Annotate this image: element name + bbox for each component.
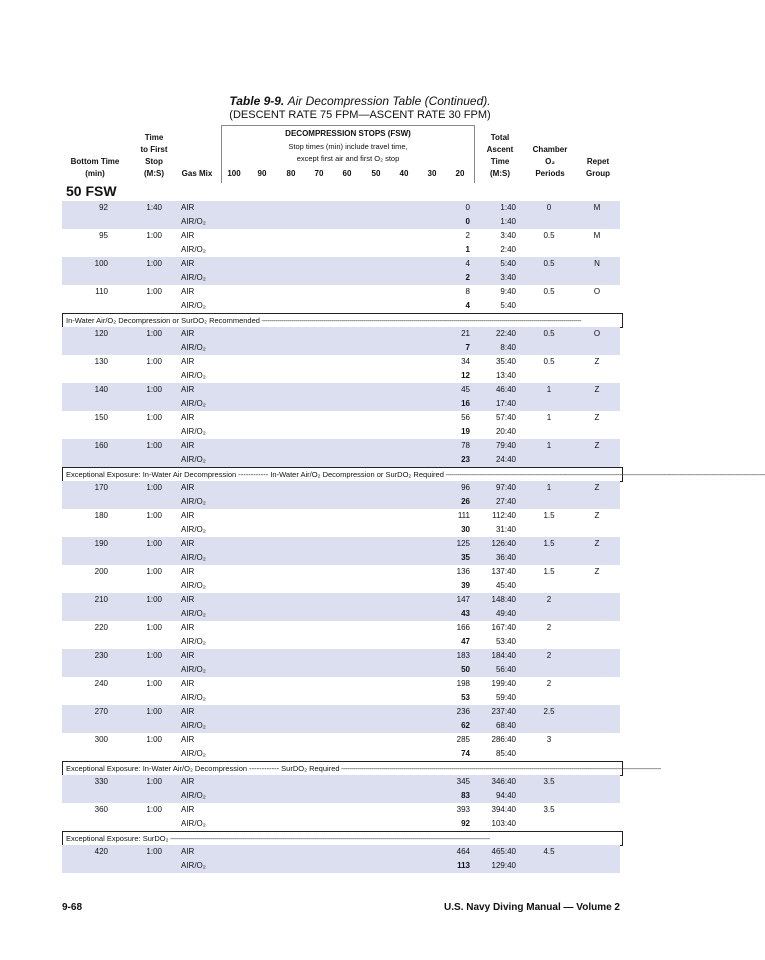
table-row [62,201,620,215]
total-ascent-cell: 35:40 [495,357,516,366]
gas-mix-cell: AIR/O₂ [181,553,206,562]
table-row [62,775,620,789]
banner-text: In-Water Air/O₂ Decompression or SurDO₂ Recommended [66,316,260,325]
stop-20-cell: 19 [461,427,470,436]
gas-mix-cell: AIR/O₂ [181,455,206,464]
time-first-stop-cell: 1:00 [146,413,162,422]
table-row [62,677,620,691]
table-row [62,229,620,243]
chamber-periods-cell: 1.5 [543,539,555,548]
depth-30: 30 [427,169,437,178]
chamber-periods-cell: 1.5 [543,511,555,520]
stop-20-cell: 35 [461,553,470,562]
total-ascent-cell: 53:40 [495,637,516,646]
depth-90: 90 [257,169,267,178]
repet-group-cell: M [593,231,601,240]
stop-20-cell: 50 [461,665,470,674]
total-ascent-cell: 2:40 [500,245,516,254]
banner-text: Exceptional Exposure: In-Water Air Decompression ------------ In-Water Air/O₂ Decompression or SurDO₂ Required [66,470,444,479]
table-row [62,803,620,817]
gas-mix-cell: AIR [181,567,195,576]
total-ascent-cell: 129:40 [491,861,516,870]
repet-group-cell: Z [594,539,600,548]
time-first-stop-cell: 1:00 [146,679,162,688]
total-ascent-cell: 167:40 [491,623,516,632]
stop-20-cell: 56 [461,413,470,422]
gas-mix-cell: AIR/O₂ [181,693,206,702]
table-row [62,705,620,719]
banner-dashes: ---------------------------------------------------------------------------------------------------------------------------------------------------------------- [339,764,661,773]
stop-20-cell: 26 [461,497,470,506]
depth-20: 20 [455,169,465,178]
chamber-periods-cell: 2 [546,679,552,688]
table-row [62,859,620,873]
chamber-periods-cell: 0.5 [543,231,555,240]
total-ascent-cell: 3:40 [500,231,516,240]
table-row [62,243,620,257]
table-row [62,789,620,803]
stop-20-cell: 30 [461,525,470,534]
bottom-time-cell: 360 [94,805,108,814]
gas-mix-cell: AIR/O₂ [181,343,206,352]
repet-group-cell: M [593,203,601,212]
repet-group-cell: Z [594,413,600,422]
time-first-stop-cell: 1:00 [146,539,162,548]
chamber-periods-cell: 1 [546,441,552,450]
time-first-stop-cell: 1:00 [146,567,162,576]
table-row [62,817,620,831]
table-row [62,383,620,397]
gas-mix-cell: AIR [181,287,195,296]
gas-mix-cell: AIR [181,679,195,688]
gas-mix-cell: AIR [181,805,195,814]
total-ascent-cell: 394:40 [491,805,516,814]
table-row [62,579,620,593]
gas-mix-cell: AIR [181,595,195,604]
table-row [62,397,620,411]
table-label: Table 9-9. [229,94,285,108]
bottom-time-cell: 110 [95,287,108,296]
table-row [62,439,620,453]
table-row [62,327,620,341]
total-ascent-cell: 137:40 [491,567,516,576]
depth-80: 80 [286,169,296,178]
stop-20-cell: 136 [456,567,470,576]
table-row [62,523,620,537]
banner-dashes: ---------------------------------------------------------------------------------------------------------------------------------------------------------------- [259,316,582,325]
stop-20-cell: 39 [461,581,470,590]
total-ascent-cell: 27:40 [495,497,516,506]
stop-20-cell: 4 [465,301,470,310]
gas-mix-cell: AIR/O₂ [181,749,206,758]
repet-group-cell: Z [594,357,600,366]
table-row [62,355,620,369]
total-ascent-cell: 46:40 [495,385,516,394]
stop-20-cell: 34 [461,357,470,366]
gas-mix-cell: AIR [181,357,195,366]
total-ascent-cell: 24:40 [495,455,516,464]
gas-mix-cell: AIR [181,231,195,240]
repet-group-cell: Z [594,385,600,394]
repet-group-cell: Z [594,567,600,576]
time-first-stop-cell: 1:00 [146,623,162,632]
stop-20-cell: 113 [457,861,470,870]
stop-20-cell: 183 [456,651,470,660]
time-first-stop-cell: 1:00 [146,329,162,338]
total-ascent-cell: 3:40 [500,273,516,282]
table-row [62,663,620,677]
total-ascent-cell: 13:40 [495,371,516,380]
total-ascent-cell: 59:40 [495,693,516,702]
header-repet: Repet Group [586,157,610,178]
table-row [62,341,620,355]
stop-20-cell: 1 [465,245,470,254]
table-row [62,425,620,439]
total-ascent-cell: 49:40 [495,609,516,618]
stop-20-cell: 0 [465,203,470,212]
gas-mix-cell: AIR/O₂ [181,497,206,506]
table-row [62,453,620,467]
total-ascent-cell: 20:40 [495,427,516,436]
time-first-stop-cell: 1:00 [146,483,162,492]
gas-mix-cell: AIR [181,259,195,268]
chamber-periods-cell: 0.5 [543,287,555,296]
gas-mix-cell: AIR [181,329,195,338]
stop-20-cell: 4 [465,259,470,268]
total-ascent-cell: 56:40 [495,665,516,674]
total-ascent-cell: 17:40 [495,399,516,408]
table-row [62,607,620,621]
chamber-periods-cell: 1 [546,483,552,492]
table-title [0,94,720,108]
footer-manual-title: U.S. Navy Diving Manual — Volume 2 [444,902,620,913]
total-ascent-cell: 97:40 [495,483,516,492]
section-heading: 50 FSW [66,183,117,199]
total-ascent-cell: 57:40 [495,413,516,422]
bottom-time-cell: 190 [94,539,108,548]
depth-60: 60 [342,169,352,178]
depth-50: 50 [371,169,381,178]
stops-note: Stop times (min) include travel time, except first air and first O₂ stop [288,142,408,163]
total-ascent-cell: 103:40 [491,819,516,828]
time-first-stop-cell: 1:00 [146,847,162,856]
gas-mix-cell: AIR [181,203,195,212]
bottom-time-cell: 92 [99,203,108,212]
chamber-periods-cell: 3.5 [543,777,555,786]
chamber-periods-cell: 3.5 [543,805,555,814]
gas-mix-cell: AIR [181,511,195,520]
repet-group-cell: Z [594,441,600,450]
gas-mix-cell: AIR [181,847,195,856]
stop-20-cell: 43 [461,609,470,618]
gas-mix-cell: AIR/O₂ [181,217,206,226]
table-row [62,369,620,383]
table-title-text: Air Decompression Table (Continued). [287,94,491,108]
stop-20-cell: 7 [465,343,470,352]
chamber-periods-cell: 0.5 [543,259,555,268]
stop-20-cell: 2 [465,231,470,240]
table-row [62,411,620,425]
bottom-time-cell: 300 [94,735,108,744]
stop-20-cell: 83 [461,791,470,800]
total-ascent-cell: 9:40 [500,287,516,296]
bottom-time-cell: 240 [94,679,108,688]
table-row [62,845,620,859]
bottom-time-cell: 420 [94,847,108,856]
total-ascent-cell: 94:40 [495,791,516,800]
stop-20-cell: 111 [457,511,470,520]
table-row [62,495,620,509]
table-row [62,509,620,523]
total-ascent-cell: 286:40 [491,735,516,744]
total-ascent-cell: 5:40 [500,301,516,310]
table-row [62,733,620,747]
gas-mix-cell: AIR/O₂ [181,371,206,380]
chamber-periods-cell: 0 [546,203,552,212]
time-first-stop-cell: 1:00 [146,805,162,814]
total-ascent-cell: 465:40 [491,847,516,856]
gas-mix-cell: AIR/O₂ [181,861,206,870]
gas-mix-cell: AIR/O₂ [181,791,206,800]
gas-mix-cell: AIR/O₂ [181,819,206,828]
time-first-stop-cell: 1:00 [146,259,162,268]
time-first-stop-cell: 1:00 [146,511,162,520]
gas-mix-cell: AIR [181,483,195,492]
stop-20-cell: 62 [461,721,470,730]
time-first-stop-cell: 1:00 [146,231,162,240]
table-row [62,299,620,313]
bottom-time-cell: 150 [94,413,108,422]
total-ascent-cell: 112:40 [492,511,516,520]
gas-mix-cell: AIR/O₂ [181,721,206,730]
chamber-periods-cell: 3 [546,735,552,744]
gas-mix-cell: AIR/O₂ [181,427,206,436]
total-ascent-cell: 1:40 [500,203,516,212]
total-ascent-cell: 45:40 [495,581,516,590]
chamber-periods-cell: 0.5 [543,329,555,338]
table-row [62,691,620,705]
table-row [62,537,620,551]
stop-20-cell: 12 [461,371,470,380]
exposure-banner [62,761,661,776]
gas-mix-cell: AIR [181,735,195,744]
stop-20-cell: 464 [456,847,470,856]
depth-70: 70 [314,169,324,178]
header-total-ascent: Total Ascent Time (M:S) [486,133,514,178]
total-ascent-cell: 1:40 [500,217,516,226]
gas-mix-cell: AIR [181,441,195,450]
gas-mix-cell: AIR/O₂ [181,609,206,618]
time-first-stop-cell: 1:00 [146,707,162,716]
stop-20-cell: 236 [456,707,470,716]
chamber-periods-cell: 1 [546,413,552,422]
table-row [62,565,620,579]
time-first-stop-cell: 1:00 [146,287,162,296]
header-bottom-time: Bottom Time (min) [70,157,120,178]
gas-mix-cell: AIR [181,539,195,548]
gas-mix-cell: AIR/O₂ [181,399,206,408]
gas-mix-cell: AIR/O₂ [181,245,206,254]
chamber-periods-cell: 2 [546,623,552,632]
stop-20-cell: 198 [456,679,470,688]
footer-page-number: 9-68 [62,902,83,913]
stop-20-cell: 45 [461,385,470,394]
total-ascent-cell: 8:40 [500,343,516,352]
time-first-stop-cell: 1:00 [146,441,162,450]
stop-20-cell: 2 [465,273,470,282]
table-row [62,621,620,635]
banner-dashes: ---------------------------------------------------------------------------------------------------------------------------------------------------------------- [168,834,490,843]
bottom-time-cell: 270 [94,707,108,716]
time-first-stop-cell: 1:00 [146,595,162,604]
gas-mix-cell: AIR/O₂ [181,301,206,310]
time-first-stop-cell: 1:40 [146,203,162,212]
stop-20-cell: 47 [461,637,470,646]
total-ascent-cell: 5:40 [500,259,516,268]
chamber-periods-cell: 2 [546,651,552,660]
time-first-stop-cell: 1:00 [146,385,162,394]
total-ascent-cell: 79:40 [495,441,516,450]
stop-20-cell: 393 [456,805,470,814]
table-row [62,285,620,299]
time-first-stop-cell: 1:00 [146,357,162,366]
exposure-banner [62,467,765,482]
time-first-stop-cell: 1:00 [146,777,162,786]
time-first-stop-cell: 1:00 [146,651,162,660]
gas-mix-cell: AIR [181,707,195,716]
total-ascent-cell: 237:40 [491,707,516,716]
exposure-banner [62,313,623,328]
stop-20-cell: 92 [461,819,470,828]
time-first-stop-cell: 1:00 [146,735,162,744]
table-row [62,481,620,495]
banner-text: Exceptional Exposure: In-Water Air/O₂ Decompression ------------ SurDO₂ Required [66,764,340,773]
bottom-time-cell: 330 [94,777,108,786]
bottom-time-cell: 170 [94,483,108,492]
table-row [62,635,620,649]
stop-20-cell: 16 [461,399,470,408]
banner-text: Exceptional Exposure: SurDO₂ [66,834,169,843]
total-ascent-cell: 68:40 [495,721,516,730]
total-ascent-cell: 126:40 [491,539,516,548]
chamber-periods-cell: 1 [546,385,552,394]
chamber-periods-cell: 4.5 [543,847,555,856]
total-ascent-cell: 31:40 [495,525,516,534]
stop-20-cell: 23 [461,455,470,464]
table-row [62,215,620,229]
chamber-periods-cell: 1.5 [543,567,555,576]
repet-group-cell: O [593,329,601,338]
bottom-time-cell: 100 [94,259,108,268]
bottom-time-cell: 210 [94,595,108,604]
repet-group-cell: Z [594,483,600,492]
gas-mix-cell: AIR [181,623,195,632]
stop-20-cell: 0 [465,217,470,226]
chamber-periods-cell: 2.5 [543,707,555,716]
chamber-periods-cell: 2 [546,595,552,604]
table-row [62,747,620,761]
total-ascent-cell: 184:40 [491,651,516,660]
gas-mix-cell: AIR [181,651,195,660]
bottom-time-cell: 95 [99,231,108,240]
stop-20-cell: 21 [461,329,470,338]
total-ascent-cell: 36:40 [495,553,516,562]
exposure-banner [62,831,623,846]
total-ascent-cell: 199:40 [491,679,516,688]
banner-dashes: ---------------------------------------------------------------------------------------------------------------------------------------------------------------- [443,470,765,479]
table-row [62,719,620,733]
stop-20-cell: 53 [461,693,470,702]
table-row [62,649,620,663]
total-ascent-cell: 346:40 [491,777,516,786]
stops-title: DECOMPRESSION STOPS (FSW) [285,129,411,138]
header-chamber: Chamber O₂ Periods [532,145,568,178]
gas-mix-cell: AIR/O₂ [181,581,206,590]
repet-group-cell: Z [594,511,600,520]
bottom-time-cell: 230 [94,651,108,660]
bottom-time-cell: 130 [94,357,108,366]
chamber-periods-cell: 0.5 [543,357,555,366]
depth-100: 100 [227,169,241,178]
gas-mix-cell: AIR [181,385,195,394]
total-ascent-cell: 85:40 [495,749,516,758]
gas-mix-cell: AIR [181,413,195,422]
gas-mix-cell: AIR [181,777,195,786]
bottom-time-cell: 160 [94,441,108,450]
total-ascent-cell: 148:40 [491,595,516,604]
stop-20-cell: 8 [465,287,470,296]
table-row [62,271,620,285]
stop-20-cell: 166 [456,623,470,632]
table-row [62,551,620,565]
stop-20-cell: 74 [461,749,470,758]
bottom-time-cell: 180 [94,511,108,520]
stop-20-cell: 96 [461,483,470,492]
table-row [62,593,620,607]
bottom-time-cell: 200 [94,567,108,576]
table-row [62,257,620,271]
stop-20-cell: 125 [456,539,470,548]
depth-40: 40 [399,169,409,178]
bottom-time-cell: 120 [94,329,108,338]
gas-mix-cell: AIR/O₂ [181,525,206,534]
gas-mix-cell: AIR/O₂ [181,273,206,282]
stop-20-cell: 78 [461,441,470,450]
repet-group-cell: N [594,259,600,268]
stop-20-cell: 147 [456,595,470,604]
stop-20-cell: 345 [456,777,470,786]
header-gas-mix: Gas Mix [181,169,213,178]
repet-group-cell: O [593,287,601,296]
table-subtitle: (DESCENT RATE 75 FPM—ASCENT RATE 30 FPM) [229,109,491,121]
bottom-time-cell: 220 [94,623,108,632]
total-ascent-cell: 22:40 [495,329,516,338]
bottom-time-cell: 140 [94,385,108,394]
gas-mix-cell: AIR/O₂ [181,637,206,646]
gas-mix-cell: AIR/O₂ [181,665,206,674]
header-time-first-stop: Time to First Stop (M:S) [140,133,168,178]
stop-20-cell: 285 [456,735,470,744]
